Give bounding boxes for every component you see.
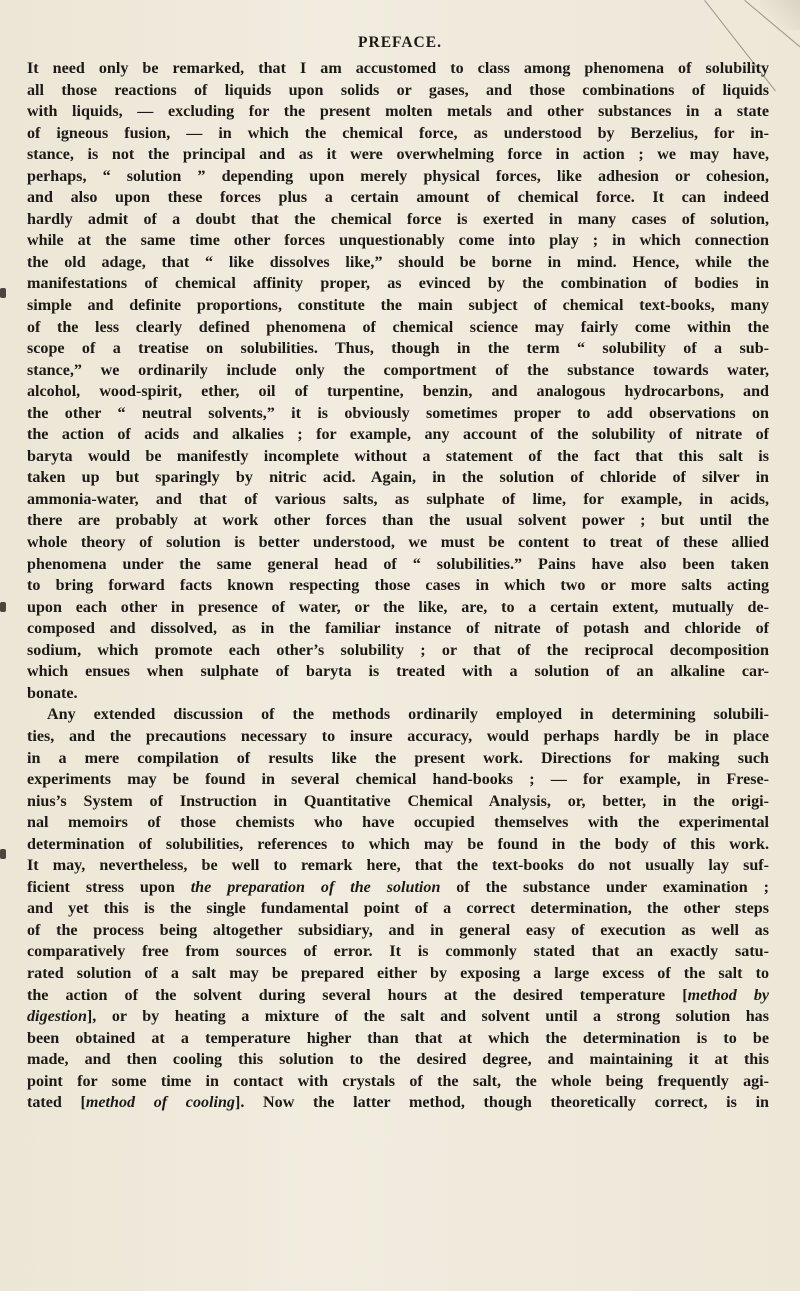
text-line: made, and then cooling this solution to the desired degree, and maintaining it at this	[27, 1051, 769, 1069]
text-line: It need only be remarked, that I am accustomed to class among phenomena of solubility	[27, 60, 769, 77]
text-line: perhaps, “ solution ” depending upon merely physical forces, like adhesion or cohesion,	[27, 167, 769, 185]
text-line: there are probably at work other forces than the usual solvent power ; but until the	[27, 512, 769, 530]
text-line: simple and definite proportions, constitute the main subject of chemical text-books, many	[27, 297, 769, 315]
text-line: determination of solubilities, references to which may be found in the body of this work.	[27, 835, 769, 853]
margin-speck	[0, 602, 6, 612]
text-line: comparatively free from sources of error. It is commonly stated that an exactly satu-	[27, 943, 769, 961]
text-line: been obtained at a temperature higher than that at which the determination is to be	[27, 1029, 769, 1047]
text-line: stance, is not the principal and as it were overwhelming force in action ; we may have,	[27, 146, 769, 164]
text-line: whole theory of solution is better understood, we must be content to treat of these allied	[27, 534, 769, 552]
text-line: experiments may be found in several chemical hand-books ; — for example, in Frese-	[27, 771, 769, 789]
margin-speck	[0, 288, 6, 298]
text-line: stance,” we ordinarily include only the comportment of the substance towards water,	[27, 361, 769, 379]
text-line: ties, and the precautions necessary to insure accuracy, would perhaps hardly be in place	[27, 727, 769, 745]
text-line: in a mere compilation of results like the present work. Directions for making such	[27, 749, 769, 767]
text-line: digestion], or by heating a mixture of the salt and solvent until a strong solution has	[27, 1008, 769, 1026]
text-line: of igneous fusion, — in which the chemical force, as understood by Berzelius, for in-	[27, 124, 769, 142]
text-line: upon each other in presence of water, or the like, are, to a certain extent, mutually de-	[27, 598, 769, 616]
text-line: nius’s System of Instruction in Quantitative Chemical Analysis, or, better, in the origi-	[27, 792, 769, 810]
text-line: ammonia-water, and that of various salts, as sulphate of lime, for example, in acids,	[27, 490, 769, 508]
text-line: baryta would be manifestly incomplete without a statement of the fact that this salt is	[27, 447, 769, 465]
page-corner-shadow	[760, 0, 800, 30]
text-line: hardly admit of a doubt that the chemical force is exerted in many cases of solution,	[27, 210, 769, 228]
preface-text	[27, 58, 769, 1114]
text-line: and also upon these forces plus a certain amount of chemical force. It can indeed	[27, 189, 769, 207]
text-line: scope of a treatise on solubilities. Thus, though in the term “ solubility of a sub-	[27, 340, 769, 358]
text-line: sodium, which promote each other’s solubility ; or that of the reciprocal decomposition	[27, 641, 769, 659]
text-line: and yet this is the single fundamental point of a correct determination, the other steps	[27, 900, 769, 918]
text-line: composed and dissolved, as in the familiar instance of nitrate of potash and chloride of	[27, 620, 769, 638]
text-line: all those reactions of liquids upon solids or gases, and those combinations of liquids	[27, 81, 769, 99]
text-line: point for some time in contact with crystals of the salt, the whole being frequently agi-	[27, 1072, 769, 1090]
text-line: nal memoirs of those chemists who have occupied themselves with the experimental	[27, 814, 769, 832]
text-line: to bring forward facts known respecting those cases in which two or more salts acting	[27, 577, 769, 595]
text-line: ficient stress upon the preparation of the solution of the substance under examination ;	[27, 878, 769, 896]
text-line: taken up but sparingly by nitric acid. Again, in the solution of chloride of silver in	[27, 469, 769, 487]
page-header: PREFACE.	[358, 34, 442, 51]
text-line: alcohol, wood-spirit, ether, oil of turpentine, benzin, and analogous hydrocarbons, and	[27, 383, 769, 401]
text-line: rated solution of a salt may be prepared either by exposing a large excess of the salt to	[27, 964, 769, 982]
text-line: of the less clearly defined phenomena of chemical science may fairly come within the	[27, 318, 769, 336]
margin-speck	[0, 849, 6, 859]
text-line: the other “ neutral solvents,” it is obviously sometimes proper to add observations on	[27, 404, 769, 422]
text-line: of the process being altogether subsidiary, and in general easy of execution as well as	[27, 921, 769, 939]
text-line: bonate.	[27, 684, 78, 702]
text-line: manifestations of chemical affinity proper, as evinced by the combination of bodies in	[27, 275, 769, 293]
text-line: It may, nevertheless, be well to remark here, that the text-books do not usually lay suf-	[27, 857, 769, 875]
text-line: the old adage, that “ like dissolves like,” should be borne in mind. Hence, while the	[27, 253, 769, 271]
text-line: the action of acids and alkalies ; for example, any account of the solubility of nitrate of	[27, 426, 769, 444]
text-line: which ensues when sulphate of baryta is treated with a solution of an alkaline car-	[27, 663, 769, 681]
text-line: tated [method of cooling]. Now the latter method, though theoretically correct, is in	[27, 1094, 769, 1112]
text-line: phenomena under the same general head of “ solubilities.” Pains have also been taken	[27, 555, 769, 573]
text-line: with liquids, — excluding for the present molten metals and other substances in a state	[27, 103, 769, 121]
text-line: the action of the solvent during several hours at the desired temperature [method by	[27, 986, 770, 1004]
text-line: while at the same time other forces unquestionably come into play ; in which connection	[27, 232, 769, 250]
text-line: Any extended discussion of the methods ordinarily employed in determining solubili-	[47, 706, 769, 724]
